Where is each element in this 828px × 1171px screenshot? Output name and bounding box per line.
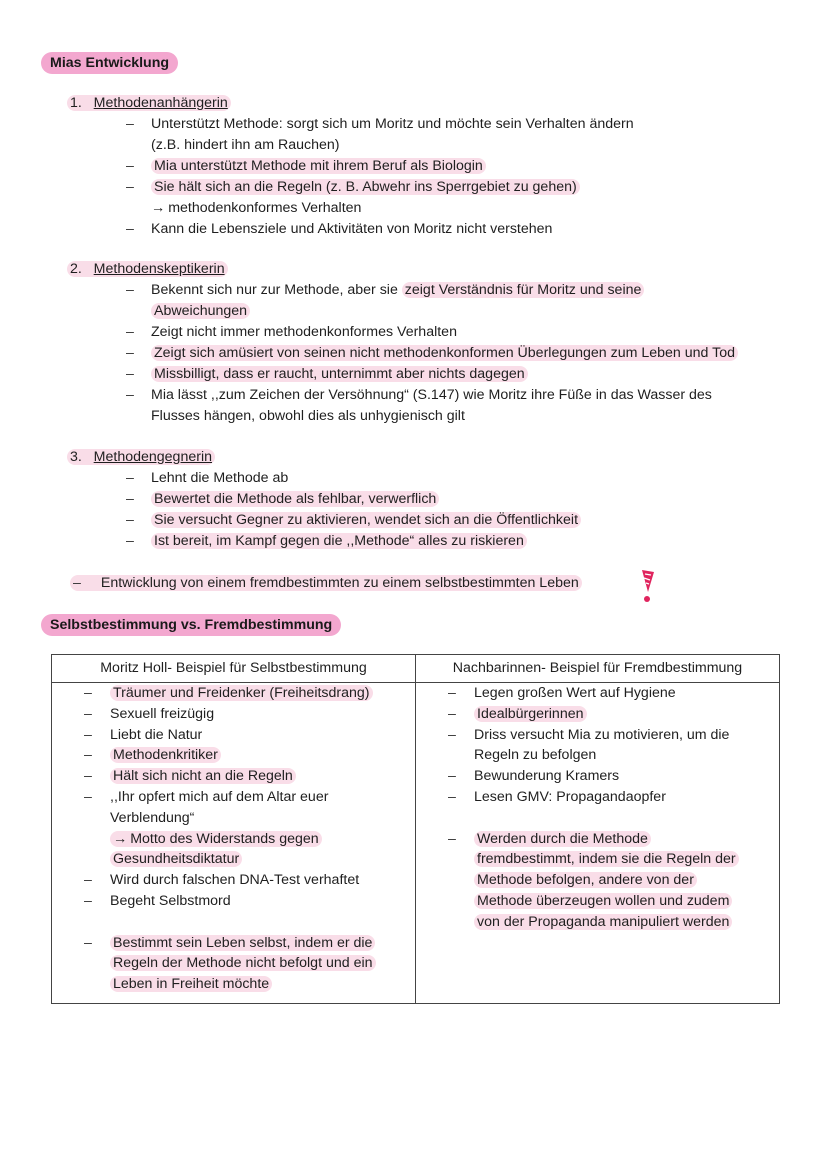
list-item: – Zeigt nicht immer methodenkonformes Verhalten (122, 322, 802, 343)
list-item: – Wird durch falschen DNA-Test verhaftet (82, 870, 415, 891)
subsection-title-3: 3. Methodengegnerin (67, 448, 215, 466)
list-item: – Mia unterstützt Methode mit ihrem Beruf als Biologin (122, 156, 802, 177)
section-heading-mias-entwicklung: Mias Entwicklung (41, 52, 178, 74)
list-item: – Bekennt sich nur zur Methode, aber sie zeigt Verständnis für Moritz und seine Abweichungen (122, 280, 802, 322)
arrow-right-icon: → (151, 200, 166, 216)
list-item: – Hält sich nicht an die Regeln (82, 766, 415, 787)
table-header-fremdbestimmung: Nachbarinnen- Beispiel für Fremdbestimmung (416, 655, 780, 683)
subsection-title-2: 2. Methodenskeptikerin (67, 260, 228, 278)
list-item: – ,,Ihr opfert mich auf dem Altar euer Verblendung“ → Motto des Widerstands gegen Gesundheitsdiktatur (82, 787, 415, 870)
subsection-list-1 (122, 114, 802, 240)
list-item: – Sie hält sich an die Regeln (z. B. Abwehr ins Sperrgebiet zu gehen) → methodenkonformes Verhalten (122, 177, 802, 219)
list-item: – Ist bereit, im Kampf gegen die ,,Methode“ alles zu riskieren (122, 531, 802, 552)
list-item: – Kann die Lebensziele und Aktivitäten von Moritz nicht verstehen (122, 219, 802, 240)
comparison-table (51, 654, 780, 1004)
subsection-list-2 (122, 280, 802, 427)
arrow-right-icon: → (113, 830, 128, 847)
list-item: – Bewertet die Methode als fehlbar, verwerflich (122, 489, 802, 510)
list-item: – Mia lässt ,,zum Zeichen der Versöhnung“ (S.147) wie Moritz ihre Füße in das Wasser des Flusses hängen, obwohl dies als unhygienisch gilt (122, 385, 802, 427)
list-item: – Methodenkritiker (82, 745, 415, 766)
list-item: – Bewunderung Kramers (446, 766, 779, 787)
list-item: – Lesen GMV: Propagandaopfer (446, 787, 779, 808)
list-item: – Werden durch die Methode fremdbestimmt, indem sie die Regeln der Methode befolgen, andere von der Methode überzeugen wollen und zudem von der Propaganda manipuliert werden (446, 829, 779, 933)
list-item: – Zeigt sich amüsiert von seinen nicht methodenkonformen Überlegungen zum Leben und Tod (122, 343, 802, 364)
section-heading-selbstbestimmung: Selbstbestimmung vs. Fremdbestimmung (41, 614, 341, 636)
list-item: – Sexuell freizügig (82, 704, 415, 725)
list-item: – Unterstützt Methode: sorgt sich um Moritz und möchte sein Verhalten ändern (z.B. hindert ihn am Rauchen) (122, 114, 802, 156)
table-header-selbstbestimmung: Moritz Holl- Beispiel für Selbstbestimmung (52, 655, 416, 683)
list-item: – Idealbürgerinnen (446, 704, 779, 725)
conclusion-line: – Entwicklung von einem fremdbestimmten zu einem selbstbestimmten Leben (70, 573, 582, 594)
subsection-list-3 (122, 468, 802, 552)
subsection-title-1: 1. Methodenanhängerin (67, 94, 231, 112)
list-item: – Driss versucht Mia zu motivieren, um die Regeln zu befolgen (446, 725, 779, 767)
list-item: – Lehnt die Methode ab (122, 468, 802, 489)
list-item: – Träumer und Freidenker (Freiheitsdrang) (82, 683, 415, 704)
list-item: – Begeht Selbstmord (82, 891, 415, 912)
list-item: – Sie versucht Gegner zu aktivieren, wendet sich an die Öffentlichkeit (122, 510, 802, 531)
table-cell-moritz (52, 683, 416, 1004)
exclamation-icon (636, 566, 660, 606)
list-item: – Bestimmt sein Leben selbst, indem er die Regeln der Methode nicht befolgt und ein Leben in Freiheit möchte (82, 933, 415, 995)
list-item: – Legen großen Wert auf Hygiene (446, 683, 779, 704)
list-item: – Liebt die Natur (82, 725, 415, 746)
table-cell-nachbarinnen (416, 683, 780, 1004)
list-item: – Missbilligt, dass er raucht, unternimmt aber nichts dagegen (122, 364, 802, 385)
